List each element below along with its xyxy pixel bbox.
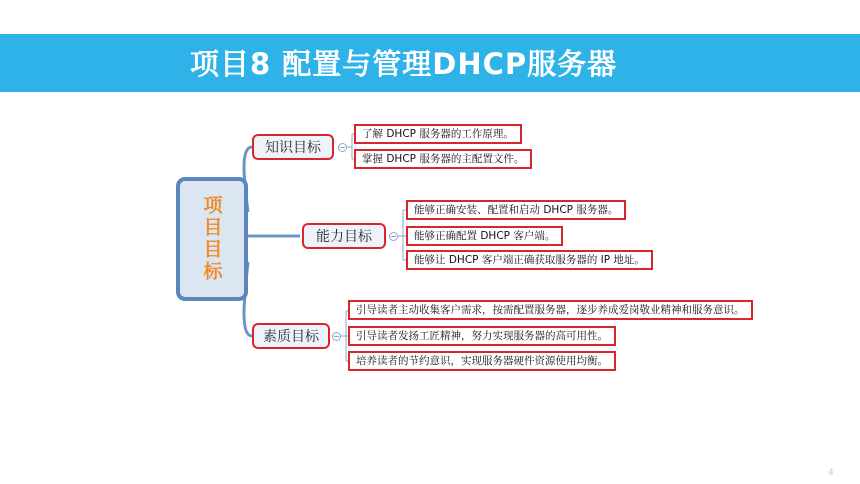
branch-knowledge: 知识目标 [252, 134, 334, 160]
root-label: 项目目标 [200, 195, 223, 283]
branch-ability: 能力目标 [302, 223, 386, 249]
leaf-ability-1: 能够正确安装、配置和启动 DHCP 服务器。 [406, 200, 626, 220]
leaf-ability-3: 能够让 DHCP 客户端正确获取服务器的 IP 地址。 [406, 250, 653, 270]
branch-quality: 素质目标 [252, 323, 330, 349]
root-node [176, 177, 248, 301]
collapse-knowledge-icon[interactable] [338, 143, 347, 152]
leaf-knowledge-1: 了解 DHCP 服务器的工作原理。 [354, 124, 522, 144]
page-number: 4 [828, 468, 834, 478]
slide-title: 项目8 配置与管理DHCP服务器 [190, 47, 618, 81]
leaf-quality-1: 引导读者主动收集客户需求，按需配置服务器，逐步养成爱岗敬业精神和服务意识。 [348, 300, 753, 320]
collapse-ability-icon[interactable] [389, 232, 398, 241]
leaf-quality-2: 引导读者发扬工匠精神，努力实现服务器的高可用性。 [348, 326, 616, 346]
leaf-knowledge-2: 掌握 DHCP 服务器的主配置文件。 [354, 149, 532, 169]
leaf-ability-2: 能够正确配置 DHCP 客户端。 [406, 226, 563, 246]
leaf-quality-3: 培养读者的节约意识，实现服务器硬件资源使用均衡。 [348, 351, 616, 371]
collapse-quality-icon[interactable] [332, 332, 341, 341]
